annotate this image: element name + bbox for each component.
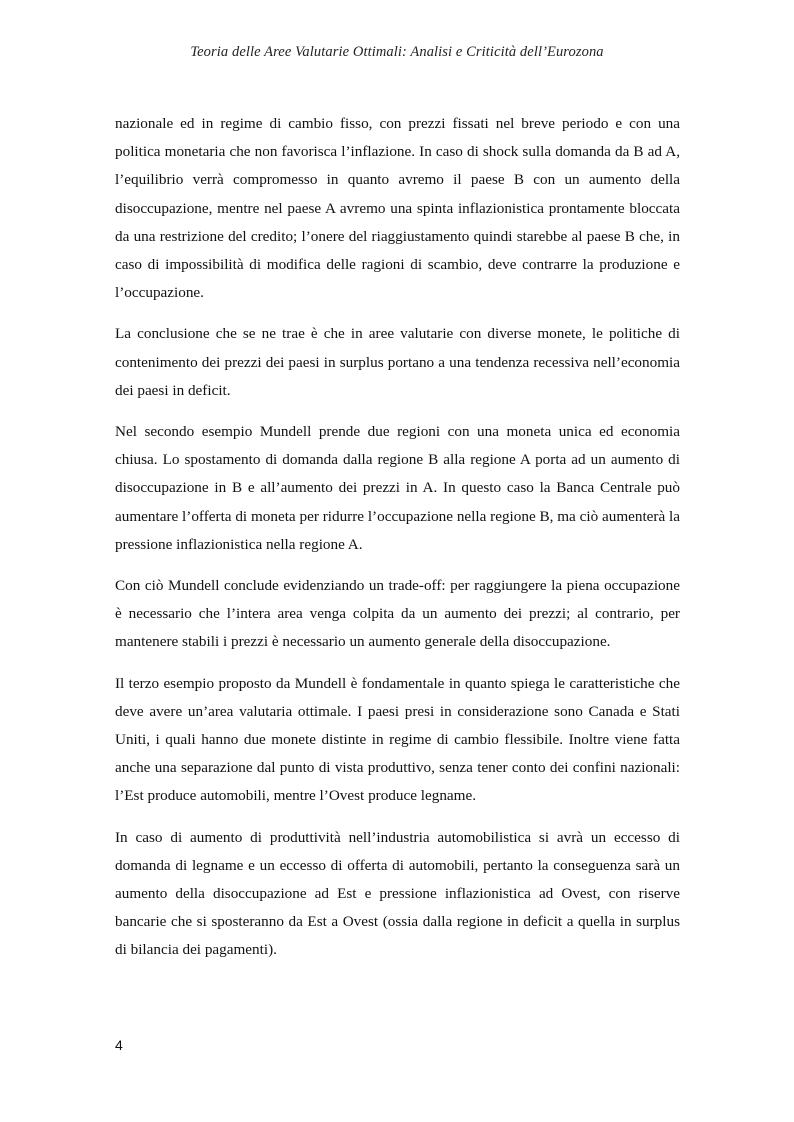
body-text — [115, 110, 680, 978]
paragraph: La conclusione che se ne trae è che in aree valutarie con diverse monete, le politiche di contenimento dei prezzi dei paesi in surplus portano a una tendenza recessiva nell’economia dei paesi in deficit. — [115, 325, 680, 399]
paragraph: In caso di aumento di produttività nell’industria automobilistica si avrà un eccesso di domanda di legname e un eccesso di offerta di automobili, pertanto la conseguenza sarà un aumento della disoccupazione ad Est e pressione inflazionistica ad Ovest, con riserve bancarie che si sposteranno da Est a Ovest (ossia dalla regione in deficit a quella in surplus di bilancia dei pagamenti). — [115, 828, 680, 959]
paragraph: nazionale ed in regime di cambio fisso, con prezzi fissati nel breve periodo e con una politica monetaria che non favorisca l’inflazione. In caso di shock sulla domanda da B ad A, l’equilibrio verrà compromesso in quanto avremo il paese B con un aumento della disoccupazione, mentre nel paese A avremo una spinta inflazionistica prontamente bloccata da una restrizione del credito; l’onere del riaggiustamento quindi starebbe al paese B che, in caso di impossibilità di modifica delle ragioni di scambio, deve contrarre la produzione e l’occupazione. — [115, 115, 680, 302]
paragraph: Nel secondo esempio Mundell prende due regioni con una moneta unica ed economia chiusa. Lo spostamento di domanda dalla regione B alla regione A porta ad un aumento di disoccupazione in B e all’aumento dei prezzi in A. In questo caso la Banca Centrale può aumentare l’offerta di moneta per ridurre l’occupazione nella regione B, ma ciò aumenterà la pressione inflazionistica nella regione A. — [115, 423, 680, 553]
page-number: 4 — [115, 1037, 123, 1053]
running-header: Teoria delle Aree Valutarie Ottimali: Analisi e Criticità dell’Eurozona — [190, 44, 604, 60]
paragraph: Con ciò Mundell conclude evidenziando un trade-off: per raggiungere la piena occupazione è necessario che l’intera area venga colpita da un aumento dei prezzi; al contrario, per mantenere stabili i prezzi è necessario un aumento generale della disoccupazione. — [115, 577, 680, 651]
paragraph: Il terzo esempio proposto da Mundell è fondamentale in quanto spiega le caratteristiche che deve avere un’area valutaria ottimale. I paesi presi in considerazione sono Canada e Stati Uniti, i quali hanno due monete distinte in regime di cambio flessibile. Inoltre viene fatta anche una separazione dal punto di vista produttivo, senza tener conto dei confini nazionali: l’Est produce automobili, mentre l’Ovest produce legname. — [115, 674, 680, 805]
